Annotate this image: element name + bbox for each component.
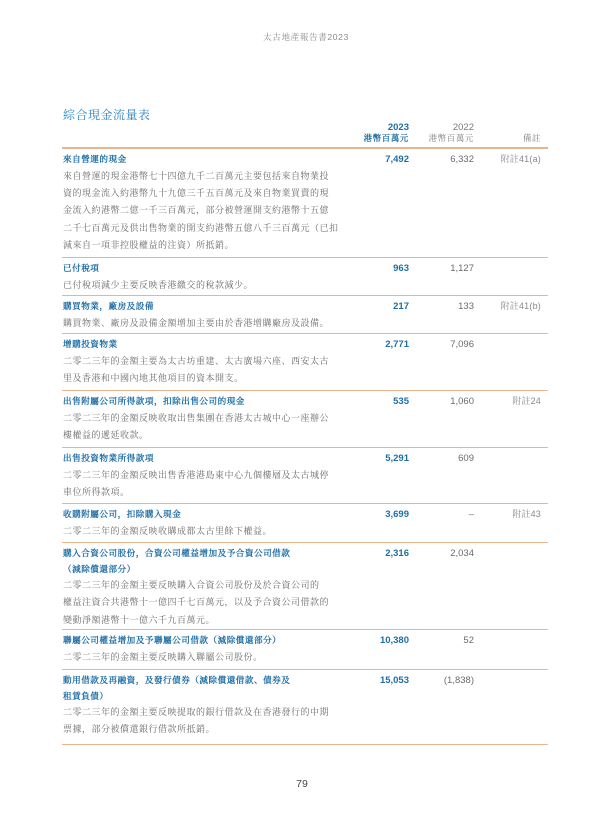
value-2023: 2,316 [385, 548, 409, 559]
description-line: 二零二三年的金額主要反映提取的銀行借款及在香港發行的中期 [63, 707, 330, 717]
value-2022: 52 [463, 635, 474, 646]
description-line: 里及香港和中國內地其他項目的資本開支。 [63, 372, 244, 383]
cashflow-row [62, 448, 548, 504]
value-2022: 6,332 [450, 154, 474, 165]
description-line: 二零二三年的金額反映收購成都太古里餘下權益。 [63, 525, 273, 536]
row-heading: 聯屬公司權益增加及予聯屬公司借款（減除償還部分） [63, 635, 282, 645]
cashflow-row [62, 258, 548, 296]
value-2022: (1,838) [443, 675, 474, 686]
description-line: 來自營運的現金港幣七十四億九千二百萬元主要包括來自物業投 [63, 170, 330, 181]
row-heading: 來自營運的現金 [63, 154, 127, 164]
running-header: 太古地產報告書2023 [263, 32, 349, 42]
column-2022-unit: 港幣百萬元 [428, 133, 474, 143]
row-heading-continued: （減除償還部分） [63, 563, 136, 574]
row-heading: 出售投資物業所得款項 [63, 453, 154, 463]
description-line: 金流入約港幣二億一千三百萬元，部分被營運開支約港幣十五億 [63, 205, 330, 216]
description-line: 票據，部分被償還銀行借款所抵銷。 [63, 724, 216, 735]
note-reference: 附註24 [512, 396, 541, 406]
description-line: 二零二三年的金額反映收取出售集團在香港太古城中心一座辦公 [63, 412, 330, 423]
value-2023: 15,053 [379, 675, 409, 686]
value-2022: 2,034 [450, 548, 474, 559]
cashflow-row [62, 543, 548, 630]
row-heading: 購買物業，廠房及設備 [63, 301, 154, 311]
value-2023: 217 [393, 301, 409, 312]
value-2022: 1,060 [450, 396, 474, 407]
column-2023-year: 2023 [387, 122, 409, 133]
description-line: 二零二三年的金額主要為太古坊重建、太古廣場六座、西安太古 [63, 355, 330, 366]
description-line: 變動淨額港幣十一億六千九百萬元。 [63, 614, 216, 625]
column-header [62, 122, 548, 146]
column-2023-unit: 港幣百萬元 [363, 133, 409, 143]
column-note: 備註 [523, 133, 541, 143]
description-line: 購買物業、廠房及設備金額增加主要由於香港增購廠房及設備。 [63, 317, 330, 328]
value-2022: 1,127 [450, 263, 474, 274]
row-heading: 出售附屬公司所得款項，扣除出售公司的現金 [63, 396, 245, 406]
description-line: 資的現金流入約港幣九十九億三千五百萬元及來自物業買賣的現 [63, 187, 330, 198]
note-reference: 附註43 [512, 509, 541, 519]
row-heading: 動用借款及再融資，及發行債券（減除償還借款、債券及 [63, 675, 291, 685]
description-line: 樓權益的遞延收款。 [63, 429, 149, 440]
row-heading: 已付稅項 [63, 263, 100, 273]
value-2023: 10,380 [379, 635, 409, 646]
row-heading-continued: 租賃負債） [63, 690, 109, 701]
description-line: 減來自一項非控股權益的注資）所抵銷。 [63, 240, 235, 251]
cashflow-table [62, 147, 548, 745]
value-2023: 7,492 [385, 154, 409, 165]
cashflow-row [62, 149, 548, 258]
value-2023: 2,771 [385, 339, 409, 350]
description-line: 二千七百萬元及供出售物業的開支約港幣五億八千三百萬元（已扣 [63, 222, 339, 233]
description-line: 二零二三年的金額主要反映購入合資公司股份及於合資公司的 [63, 580, 320, 590]
column-2023 [364, 122, 409, 144]
description-line: 已付稅項減少主要反映香港繳交的稅款減少。 [63, 279, 254, 290]
page-title: 綜合現金流量表 [63, 108, 151, 122]
column-2022-year: 2022 [452, 122, 474, 133]
value-2023: 5,291 [385, 453, 409, 464]
cashflow-row [62, 296, 548, 334]
description-line: 二零二三年的金額主要反映購入聯屬公司股份。 [63, 651, 263, 662]
cashflow-row [62, 630, 548, 670]
cashflow-row [62, 504, 548, 543]
page-number: 79 [296, 778, 308, 790]
value-2023: 963 [393, 263, 409, 274]
value-2023: 3,699 [385, 509, 409, 520]
value-2023: 535 [393, 396, 409, 407]
description-line: 權益注資合共港幣十一億四千七百萬元，以及予合資公司借款的 [63, 597, 330, 608]
cashflow-row [62, 670, 548, 745]
description-line: 車位所得款項。 [63, 486, 130, 497]
description-line: 二零二三年的金額反映出售香港港島東中心九個樓層及太古城停 [63, 469, 330, 480]
value-2022: 133 [458, 301, 474, 312]
note-reference: 附註41(a) [500, 154, 541, 164]
column-2022 [429, 122, 474, 144]
row-heading: 購入合資公司股份，合資公司權益增加及予合資公司借款 [63, 548, 291, 558]
value-2022: 7,096 [450, 339, 474, 350]
cashflow-row [62, 391, 548, 448]
row-heading: 收購附屬公司，扣除購入現金 [63, 509, 182, 519]
value-2022: – [468, 509, 474, 520]
note-reference: 附註41(b) [500, 301, 541, 311]
cashflow-row [62, 334, 548, 391]
value-2022: 609 [458, 453, 474, 464]
row-heading: 增購投資物業 [63, 339, 118, 349]
